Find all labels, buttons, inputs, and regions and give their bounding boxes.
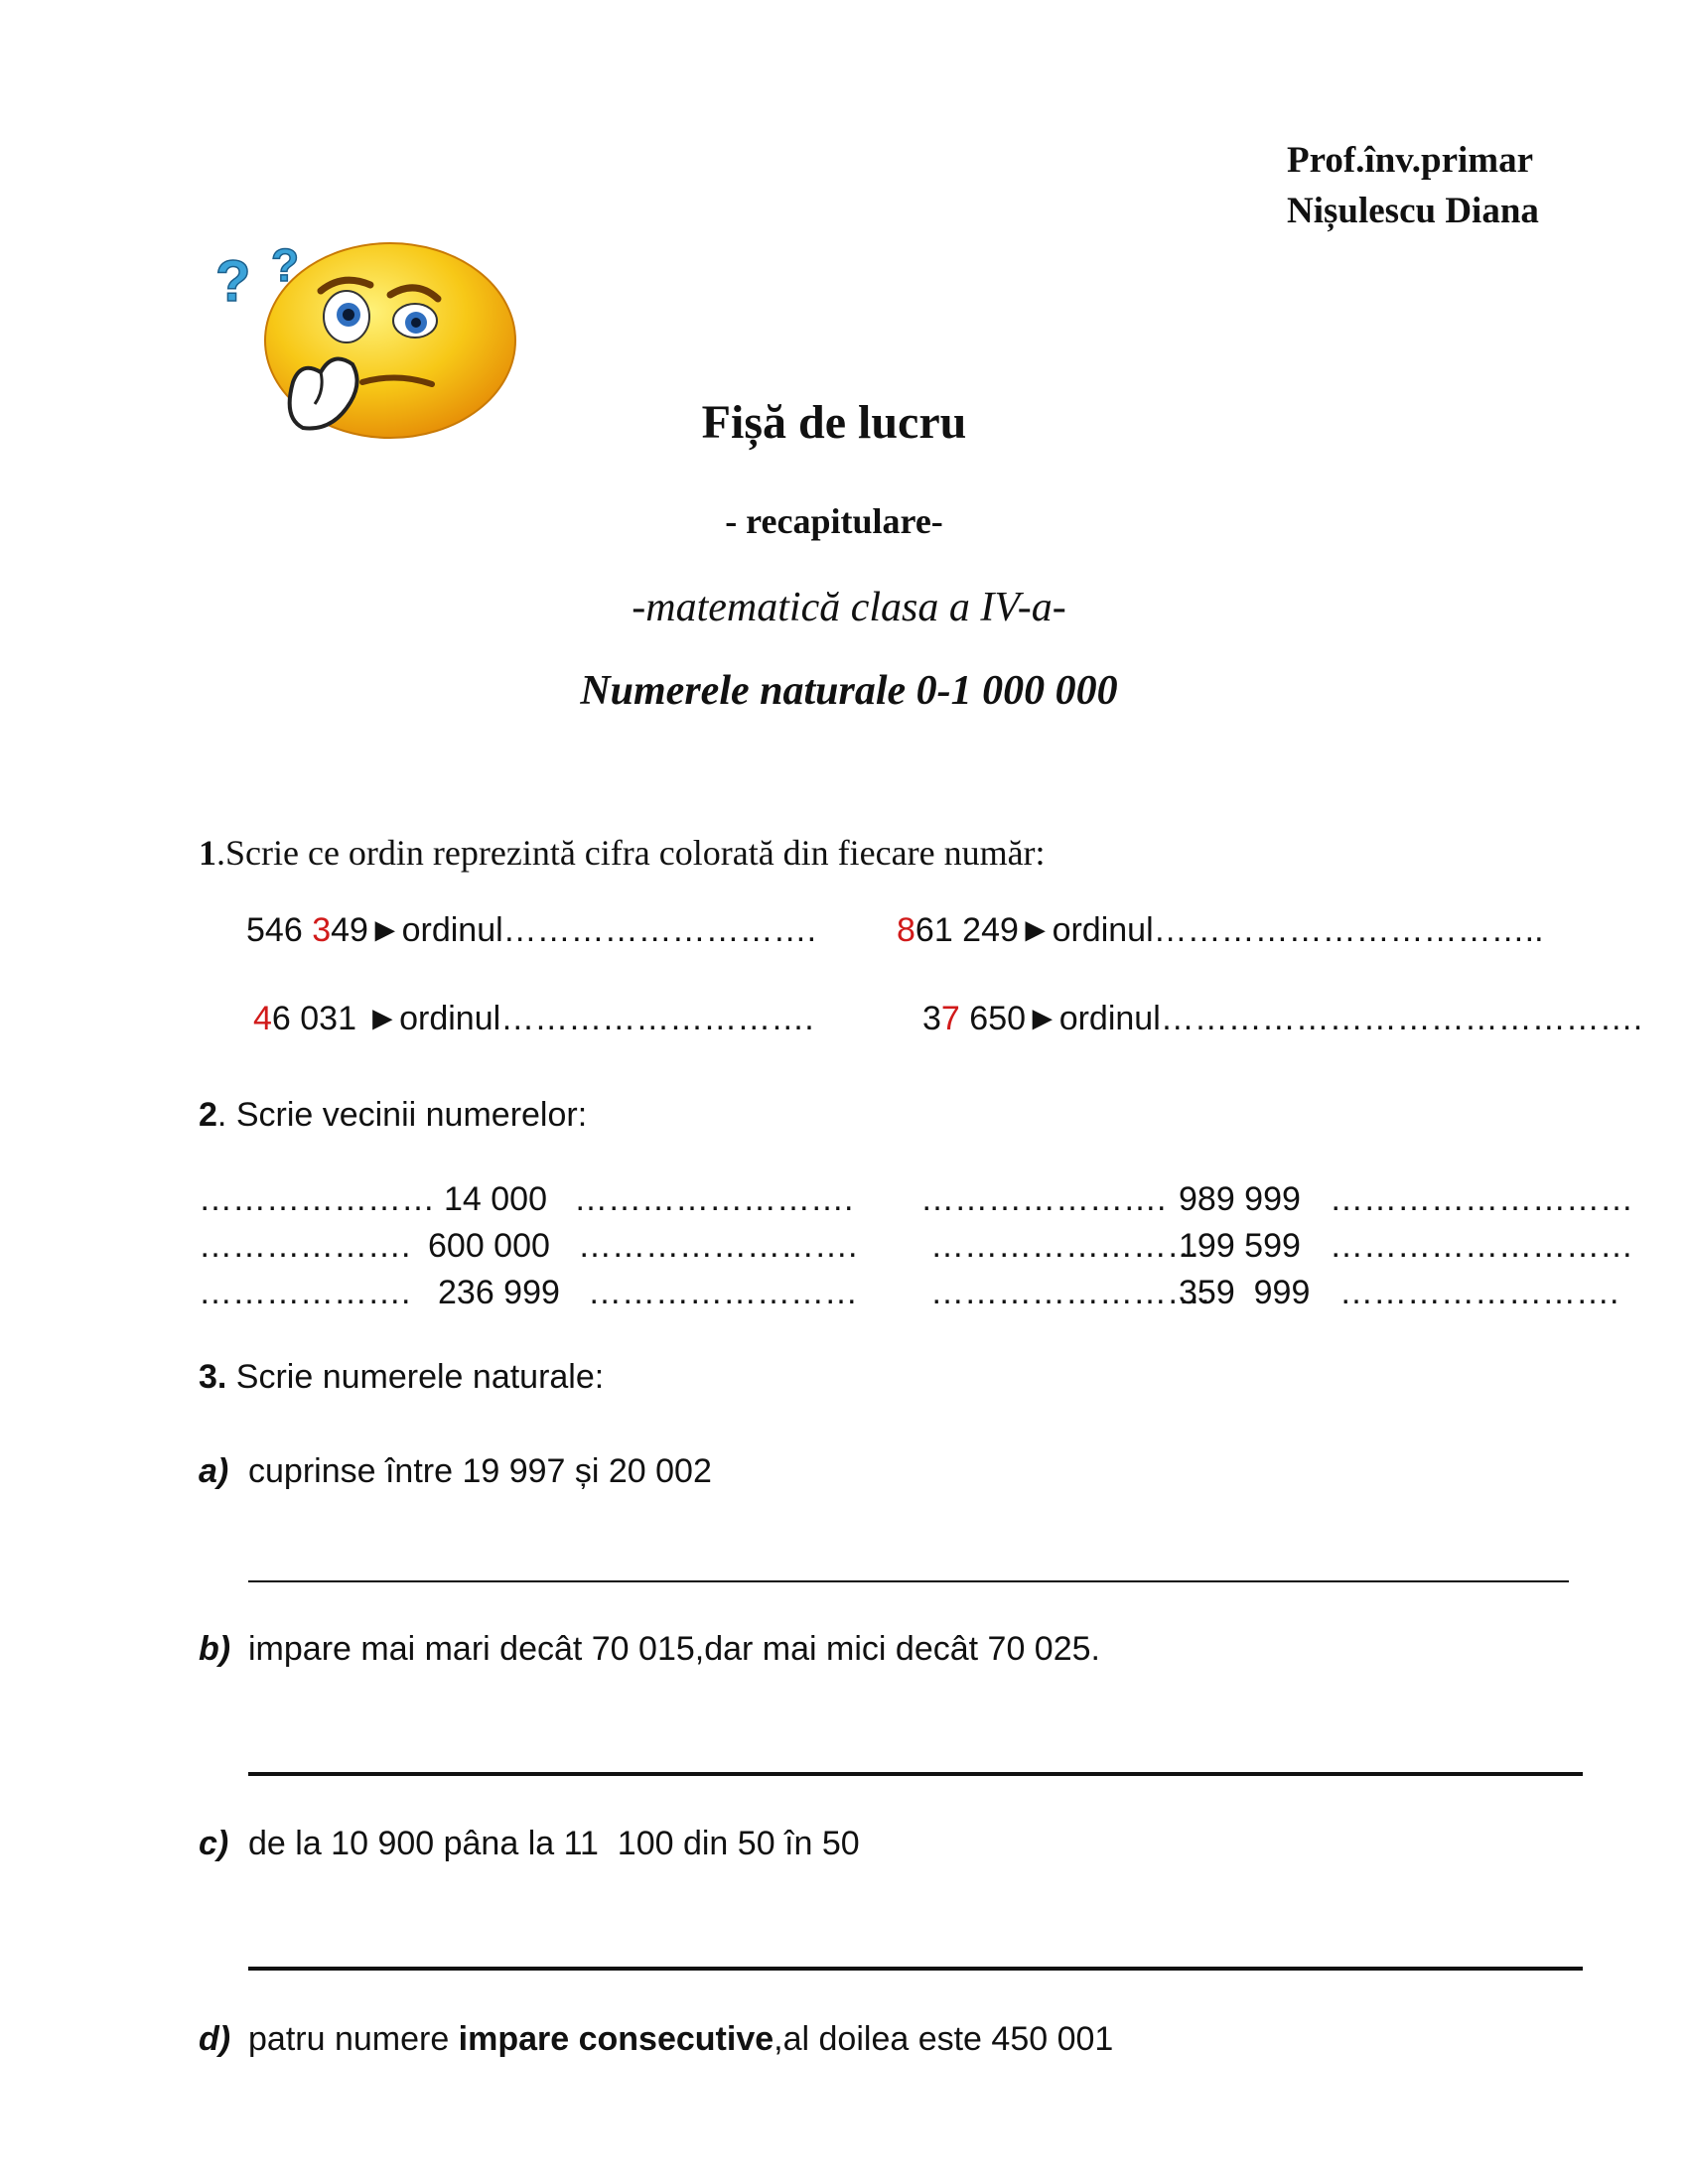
ex2-row-2-left-blank-2: …………………… [930, 1227, 1200, 1265]
exercise-1-instruction [199, 832, 1046, 874]
exercise-3-instruction [199, 1358, 604, 1397]
ex1-item-4 [922, 1000, 1642, 1038]
ex1-item-1-answer: ………………………. [502, 911, 817, 949]
exercise-1-text: .Scrie ce ordin reprezintă cifra colorată din fiecare număr: [216, 833, 1046, 873]
ex1-item-2-digit: 8 [897, 911, 915, 949]
ex3-item-d-text [248, 2020, 1113, 2059]
ex2-row-3-left-blank: ………………. [199, 1274, 411, 1311]
ex3-item-b-answer-line[interactable] [248, 1772, 1583, 1776]
ex1-item-4-post: 650 [959, 1000, 1027, 1037]
author-name: Nișulescu Diana [1287, 191, 1539, 231]
exercise-2-instruction [199, 1096, 587, 1135]
arrow-icon: ► [1026, 1000, 1059, 1037]
ex2-row-3-number-1: 236 999 [438, 1274, 560, 1311]
ex1-item-1-pre: 546 [246, 911, 313, 949]
author-title: Prof.înv.primar [1287, 140, 1534, 181]
ex1-item-4-word: ordinul [1058, 1000, 1161, 1037]
exercise-1-number: 1 [199, 833, 216, 873]
exercise-2-text: . Scrie vecinii numerelor: [216, 1096, 588, 1134]
arrow-icon: ► [367, 911, 402, 949]
exercise-3-text: Scrie numerele naturale: [226, 1358, 605, 1396]
ex3-item-b-text: impare mai mari decât 70 015,dar mai mici decât 70 025. [248, 1630, 1100, 1668]
ex1-item-3-post: 6 031 [271, 1000, 366, 1037]
ex2-row-2-number-2: 199 599 [1179, 1227, 1301, 1265]
page-subtitle: - recapitulare- [725, 501, 943, 541]
ex1-item-1 [246, 911, 816, 950]
ex1-item-2-answer: …………………………….. [1153, 911, 1544, 949]
ex1-item-3 [253, 1000, 814, 1038]
exercise-3-number: 3. [199, 1358, 227, 1396]
ex2-row-1-right-blank-2: ……………………… [1330, 1180, 1633, 1218]
ex1-item-2-post: 61 249 [914, 911, 1019, 949]
subject-line: -matematică clasa a IV-a- [632, 585, 1066, 630]
ex2-row-1-left-blank: ………………… [199, 1180, 435, 1218]
ex3-item-c-answer-line[interactable] [248, 1967, 1583, 1971]
ex1-item-4-digit: 7 [940, 1000, 960, 1037]
ex1-item-1-post: 49 [331, 911, 368, 949]
ex3-item-d-text-bold: impare consecutive [458, 2020, 774, 2058]
ex2-row-1-right-blank: ……………………. [574, 1180, 854, 1218]
arrow-icon: ► [365, 1000, 400, 1037]
ex2-row-3-left-blank-2: ……………………. [930, 1274, 1210, 1311]
svg-text:?: ? [271, 239, 300, 291]
ex1-item-2-word: ordinul [1052, 911, 1154, 949]
arrow-icon: ► [1018, 911, 1053, 949]
ex2-row-1-number-1: 14 000 [444, 1180, 547, 1218]
ex1-item-3-answer: ………………………. [500, 1000, 814, 1037]
ex2-row-3-right-blank-2: ……………………. [1339, 1274, 1619, 1311]
ex3-item-a-text: cuprinse între 19 997 și 20 002 [248, 1452, 712, 1490]
ex2-row-3-right-blank: …………………… [588, 1274, 858, 1311]
ex3-item-a-answer-line[interactable] [248, 1580, 1569, 1582]
ex1-item-1-word: ordinul [401, 911, 503, 949]
ex2-row-1-left-blank-2: …………………. [920, 1180, 1167, 1218]
ex2-row-2-left-blank: ………………. [199, 1227, 411, 1265]
topic-line: Numerele naturale 0-1 000 000 [580, 668, 1118, 714]
svg-text:?: ? [215, 249, 251, 314]
ex1-item-2 [897, 911, 1544, 950]
ex2-row-3-number-2: 359 999 [1179, 1274, 1311, 1311]
ex2-row-1-number-2: 989 999 [1179, 1180, 1301, 1218]
ex3-item-a-letter: a) [199, 1452, 229, 1490]
ex3-item-c-letter: c) [199, 1825, 229, 1862]
ex2-row-2-right-blank-2: ……………………… [1330, 1227, 1633, 1265]
ex1-item-3-word: ordinul [399, 1000, 501, 1037]
ex2-row-2-right-blank: ……………………. [578, 1227, 858, 1265]
ex3-item-d-letter: d) [199, 2020, 231, 2058]
page-title: Fișă de lucru [701, 396, 967, 449]
ex1-item-1-digit: 3 [312, 911, 332, 949]
ex3-item-c-text: de la 10 900 pâna la 11 100 din 50 în 50 [248, 1825, 860, 1862]
ex1-item-4-pre: 3 [922, 1000, 941, 1037]
ex1-item-4-answer: ……………………………………. [1160, 1000, 1643, 1037]
ex1-item-3-digit: 4 [253, 1000, 272, 1037]
ex3-item-b-letter: b) [199, 1630, 231, 1668]
ex2-row-2-number-1: 600 000 [428, 1227, 550, 1265]
exercise-2-number: 2 [199, 1096, 217, 1134]
ex3-item-d-text-pre: patru numere [248, 2020, 459, 2058]
ex3-item-d-text-post: ,al doilea este 450 001 [774, 2020, 1114, 2058]
